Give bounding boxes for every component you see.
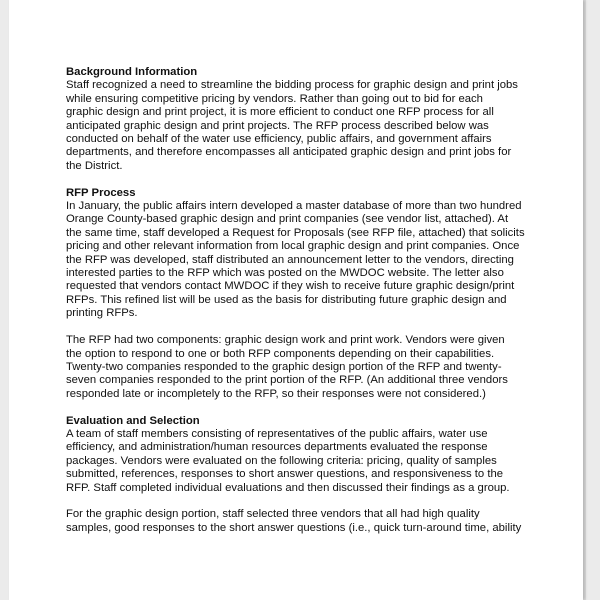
paragraph-line: requested that vendors contact MWDOC if they wish to receive future graphic design/print [66, 280, 515, 293]
document-section [66, 415, 540, 536]
paragraph-line: seven companies responded to the print portion of the RFP. (An additional three vendors [66, 374, 508, 387]
paragraph-line: the RFP was developed, staff distributed an announcement letter to the vendors, directing [66, 253, 514, 266]
paragraph-line: interested parties to the RFP which was posted on the MWDOC website. The letter also [66, 267, 504, 280]
paragraph-line: For the graphic design portion, staff selected three vendors that all had high quality [66, 508, 480, 521]
paragraph-line: RFP. Staff completed individual evaluations and then discussed their findings as a group. [66, 481, 510, 494]
paragraph-line: the option to respond to one or both RFP components depending on their capabilities. [66, 347, 495, 360]
paragraph-line: In January, the public affairs intern developed a master database of more than two hundred [66, 200, 522, 213]
document-body [66, 66, 540, 549]
paragraph-line: graphic design and print project, it is more efficient to conduct one RFP process for all [66, 106, 494, 119]
document-section [66, 66, 540, 173]
section-heading: RFP Process [66, 186, 136, 199]
paragraph-line: the same time, staff developed a Request for Proposals (see RFP file, attached) that solicits [66, 226, 525, 239]
paragraph [66, 428, 540, 495]
paragraph-line: RFPs. This refined list will be used as the basis for distributing future graphic design and [66, 293, 507, 306]
paragraph-line: A team of staff members consisting of representatives of the public affairs, water use [66, 427, 488, 440]
paragraph-line: samples, good responses to the short answer questions (i.e., quick turn-around time, ability [66, 521, 522, 534]
paragraph [66, 334, 540, 401]
document-section [66, 187, 540, 401]
paragraph-line: while ensuring competitive pricing by vendors. Rather than going out to bid for each [66, 92, 483, 105]
paragraph-line: Twenty-two companies responded to the graphic design portion of the RFP and twenty- [66, 360, 502, 373]
paragraph-line: anticipated graphic design and print projects. The RFP process described below was [66, 119, 489, 132]
paragraph-line: submitted, references, responses to short answer questions, and responsiveness to the [66, 468, 504, 481]
paragraph [66, 508, 540, 535]
paragraph-line: departments, and therefore encompasses all anticipated graphic design and print jobs for [66, 146, 512, 159]
paragraph-line: printing RFPs. [66, 307, 138, 320]
paragraph-line: packages. Vendors were evaluated on the following criteria: pricing, quality of samples [66, 454, 497, 467]
paragraph-line: Staff recognized a need to streamline the bidding process for graphic design and print jobs [66, 79, 518, 92]
section-heading: Evaluation and Selection [66, 414, 200, 427]
paragraph-line: Orange County-based graphic design and print companies (see vendor list, attached). At [66, 213, 509, 226]
paragraph-line: pricing and other relevant information from local graphic design and print companies. Once [66, 240, 520, 253]
paragraph-line: The RFP had two components: graphic design work and print work. Vendors were given [66, 334, 505, 347]
paragraph-line: responded late or incompletely to the RFP, so their responses were not considered.) [66, 387, 486, 400]
paragraph [66, 200, 540, 321]
paragraph-line: conducted on behalf of the water use efficiency, public affairs, and government affairs [66, 133, 492, 146]
section-heading: Background Information [66, 66, 198, 78]
paragraph-line: the District. [66, 159, 123, 172]
document-page [9, 0, 583, 600]
paragraph [66, 79, 540, 173]
paragraph-line: efficiency, and administration/human resources departments evaluated the response [66, 441, 488, 454]
